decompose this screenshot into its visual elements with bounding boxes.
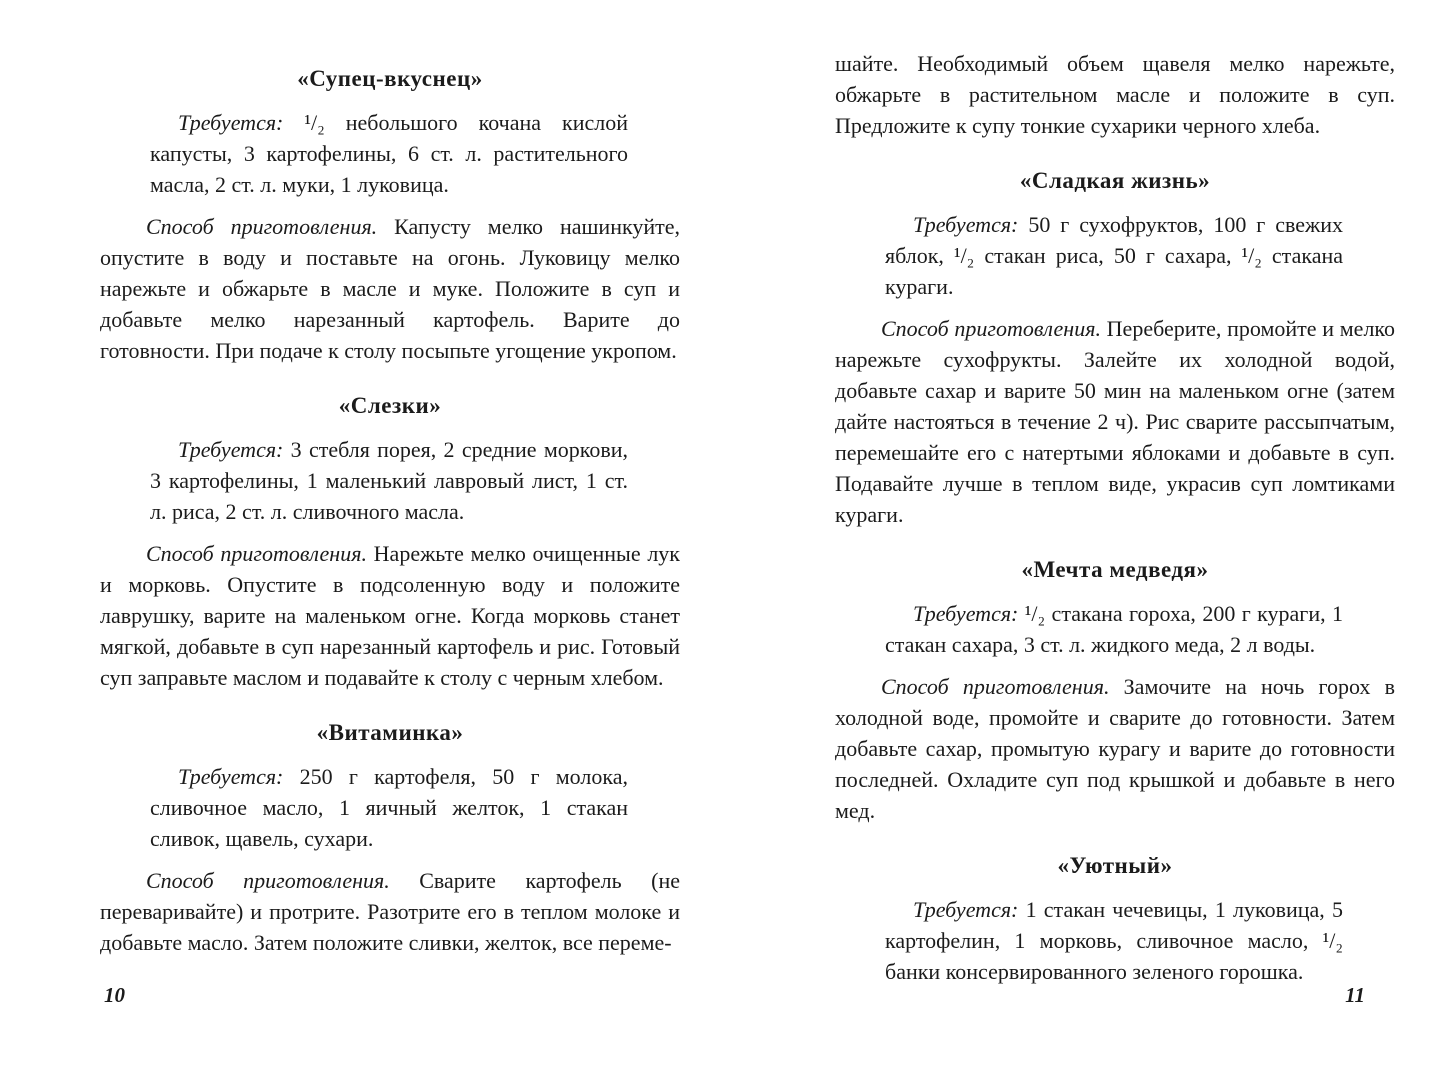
page-left bbox=[100, 0, 680, 1080]
paragraph-lead: Способ приготовления. bbox=[146, 541, 374, 566]
paragraph-lead: Требуется: bbox=[913, 897, 1026, 922]
recipe-title: «Мечта медведя» bbox=[1021, 557, 1209, 582]
ingredients-paragraph: Требуется: 250 г картофеля, 50 г молока, сливочное масло, 1 яичный желток, 1 стакан сливок, щавель, сухари. bbox=[150, 764, 628, 851]
continuation-paragraph: шайте. Необходимый объем щавеля мелко нарежьте, обжарьте в растительном масле и положите в суп. Предложите к супу тонкие сухарики черного хлеба. bbox=[835, 51, 1395, 138]
paragraph-lead: Требуется: bbox=[913, 212, 1029, 237]
method-paragraph: Способ приготовления. Переберите, промойте и мелко нарежьте сухофрукты. Залейте их холодной водой, добавьте сахар и варите 50 мин на маленьком огне (затем дайте настояться в течение 2 ч). Рис сварите рассыпчатым, перемешайте его с натертыми яблоками и добавьте в суп. Подавайте лучше в теплом виде, украсив суп ломтиками кураги. bbox=[835, 316, 1395, 527]
ingredients-paragraph: Требуется: ¹/₂ стакана гороха, 200 г кураги, 1 стакан сахара, 3 ст. л. жидкого меда, 2 л воды. bbox=[885, 601, 1343, 657]
recipe-title: «Супец-вкуснец» bbox=[297, 66, 483, 91]
page-number-left: 10 bbox=[104, 983, 125, 1007]
paragraph-lead: Способ приготовления. bbox=[146, 868, 420, 893]
paragraph-lead: Требуется: bbox=[178, 764, 300, 789]
page-right bbox=[835, 0, 1395, 1080]
ingredients-paragraph: Требуется: ¹/₂ небольшого кочана кислой капусты, 3 картофелины, 6 ст. л. растительного масла, 2 ст. л. муки, 1 луковица. bbox=[150, 110, 628, 197]
method-paragraph: Способ приготовления. Капусту мелко нашинкуйте, опустите в воду и поставьте на огонь. Луковицу мелко нарежьте и обжарьте в масле и муке. Положите в суп и добавьте мелко нарезанный картофель. Варите до готовности. При подаче к столу посыпьте угощение укропом. bbox=[100, 214, 680, 363]
recipe-title: «Слезки» bbox=[338, 393, 442, 418]
paragraph-lead: Требуется: bbox=[178, 437, 291, 462]
paragraph-lead: Требуется: bbox=[178, 110, 305, 135]
recipe-title: «Уютный» bbox=[1057, 853, 1173, 878]
paragraph-lead: Способ приготовления. bbox=[881, 674, 1124, 699]
paragraph-lead: Способ приготовления. bbox=[881, 316, 1107, 341]
method-paragraph: Способ приготовления. Нарежьте мелко очищенные лук и морковь. Опустите в подсоленную воду и положите лаврушку, варите на маленьком огне. Когда морковь станет мягкой, добавьте в суп нарезанный картофель и рис. Готовый суп заправьте маслом и подавайте к столу с черным хлебом. bbox=[100, 541, 680, 690]
method-paragraph: Способ приготовления. Замочите на ночь горох в холодной воде, промойте и сварите до готовности. Затем добавьте сахар, промытую курагу и варите до готовности последней. Охладите суп под крышкой и добавьте в него мед. bbox=[835, 674, 1395, 823]
ingredients-paragraph: Требуется: 50 г сухофруктов, 100 г свежих яблок, ¹/₂ стакан риса, 50 г сахара, ¹/₂ стакана кураги. bbox=[885, 212, 1343, 299]
page-number-right: 11 bbox=[1345, 983, 1365, 1007]
recipe-title: «Витаминка» bbox=[316, 720, 464, 745]
page-right-content bbox=[835, 48, 1395, 998]
paragraph-lead: Требуется: bbox=[913, 601, 1025, 626]
ingredients-paragraph: Требуется: 3 стебля порея, 2 средние моркови, 3 картофелины, 1 маленький лавровый лист, 1 ст. л. риса, 2 ст. л. сливочного масла. bbox=[150, 437, 628, 524]
recipe-title: «Сладкая жизнь» bbox=[1019, 168, 1211, 193]
page-left-content bbox=[100, 58, 680, 998]
paragraph-lead: Способ приготовления. bbox=[146, 214, 395, 239]
method-paragraph: Способ приготовления. Сварите картофель (не переваривайте) и протрите. Разотрите его в теплом молоке и добавьте масло. Затем положите сливки, желток, все переме- bbox=[100, 868, 680, 955]
ingredients-paragraph: Требуется: 1 стакан чечевицы, 1 луковица, 5 картофелин, 1 морковь, сливочное масло, ¹/₂ банки консервированного зеленого горошка. bbox=[885, 897, 1343, 984]
